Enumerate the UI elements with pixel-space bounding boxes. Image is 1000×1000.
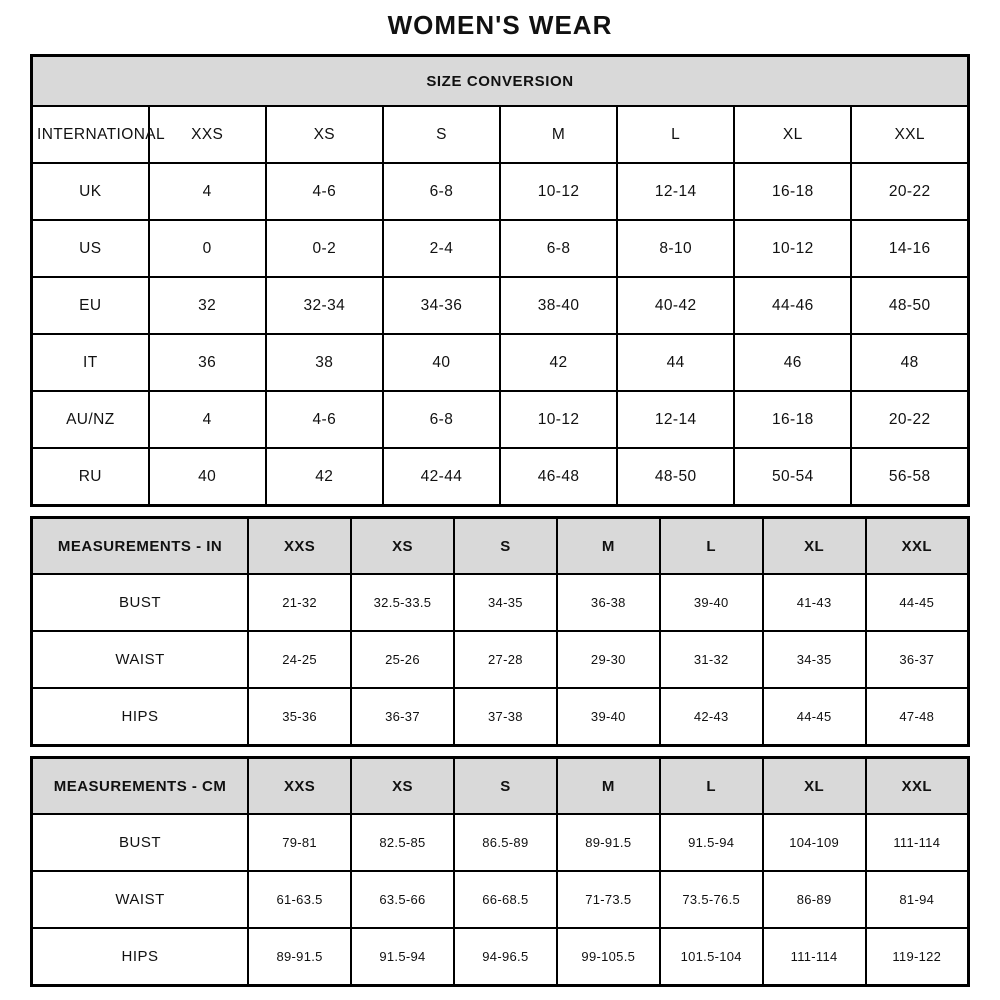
row-label-cell: EU	[32, 277, 149, 334]
column-header-cell: XXS	[149, 106, 266, 163]
value-cell: 50-54	[734, 448, 851, 506]
size-header-cell: M	[557, 758, 660, 815]
value-cell: 91.5-94	[660, 814, 763, 871]
value-cell: 36	[149, 334, 266, 391]
value-cell: 34-35	[763, 631, 866, 688]
value-cell: 73.5-76.5	[660, 871, 763, 928]
value-cell: 40-42	[617, 277, 734, 334]
size-header-cell: XXS	[248, 518, 351, 575]
column-header-cell: L	[617, 106, 734, 163]
value-cell: 16-18	[734, 163, 851, 220]
size_conversion-banner: SIZE CONVERSION	[32, 56, 969, 107]
size-header-cell: XS	[351, 758, 454, 815]
table-row	[32, 277, 969, 334]
measurements-cm-table	[30, 756, 970, 987]
row-label-cell: AU/NZ	[32, 391, 149, 448]
value-cell: 44	[617, 334, 734, 391]
row-label-cell: RU	[32, 448, 149, 506]
table-banner-row	[32, 56, 969, 107]
measurements_in-header: MEASUREMENTS - IN	[32, 518, 249, 575]
value-cell: 81-94	[866, 871, 969, 928]
value-cell: 32.5-33.5	[351, 574, 454, 631]
size-conversion-table	[30, 54, 970, 507]
value-cell: 39-40	[660, 574, 763, 631]
size-header-cell: L	[660, 758, 763, 815]
value-cell: 14-16	[851, 220, 968, 277]
value-cell: 42-44	[383, 448, 500, 506]
column-header-cell: M	[500, 106, 617, 163]
value-cell: 94-96.5	[454, 928, 557, 986]
size-header-cell: S	[454, 758, 557, 815]
value-cell: 20-22	[851, 163, 968, 220]
value-cell: 63.5-66	[351, 871, 454, 928]
table-row	[32, 814, 969, 871]
table-row	[32, 448, 969, 506]
value-cell: 29-30	[557, 631, 660, 688]
size-header-cell: M	[557, 518, 660, 575]
table-row	[32, 574, 969, 631]
table-row	[32, 391, 969, 448]
value-cell: 2-4	[383, 220, 500, 277]
size-header-cell: XL	[763, 758, 866, 815]
value-cell: 48	[851, 334, 968, 391]
row-label-cell: IT	[32, 334, 149, 391]
value-cell: 10-12	[500, 163, 617, 220]
value-cell: 36-38	[557, 574, 660, 631]
table-row	[32, 220, 969, 277]
value-cell: 10-12	[500, 391, 617, 448]
value-cell: 48-50	[617, 448, 734, 506]
value-cell: 0	[149, 220, 266, 277]
value-cell: 32-34	[266, 277, 383, 334]
row-label-cell: HIPS	[32, 688, 249, 746]
value-cell: 44-45	[763, 688, 866, 746]
value-cell: 71-73.5	[557, 871, 660, 928]
value-cell: 44-45	[866, 574, 969, 631]
value-cell: 39-40	[557, 688, 660, 746]
table-row	[32, 928, 969, 986]
value-cell: 34-36	[383, 277, 500, 334]
value-cell: 8-10	[617, 220, 734, 277]
value-cell: 6-8	[500, 220, 617, 277]
row-label-cell: US	[32, 220, 149, 277]
value-cell: 111-114	[866, 814, 969, 871]
value-cell: 38	[266, 334, 383, 391]
size-header-cell: XS	[351, 518, 454, 575]
value-cell: 35-36	[248, 688, 351, 746]
value-cell: 91.5-94	[351, 928, 454, 986]
row-label-cell: WAIST	[32, 871, 249, 928]
value-cell: 27-28	[454, 631, 557, 688]
value-cell: 24-25	[248, 631, 351, 688]
table-row	[32, 334, 969, 391]
value-cell: 6-8	[383, 163, 500, 220]
size-header-cell: S	[454, 518, 557, 575]
column-header-cell: S	[383, 106, 500, 163]
value-cell: 42	[266, 448, 383, 506]
value-cell: 111-114	[763, 928, 866, 986]
value-cell: 89-91.5	[557, 814, 660, 871]
value-cell: 12-14	[617, 163, 734, 220]
value-cell: 36-37	[351, 688, 454, 746]
value-cell: 4	[149, 391, 266, 448]
value-cell: 25-26	[351, 631, 454, 688]
value-cell: 12-14	[617, 391, 734, 448]
size-header-cell: L	[660, 518, 763, 575]
value-cell: 99-105.5	[557, 928, 660, 986]
column-header-cell: INTERNATIONAL	[32, 106, 149, 163]
value-cell: 34-35	[454, 574, 557, 631]
measurements_cm-header: MEASUREMENTS - CM	[32, 758, 249, 815]
value-cell: 31-32	[660, 631, 763, 688]
value-cell: 10-12	[734, 220, 851, 277]
value-cell: 0-2	[266, 220, 383, 277]
row-label-cell: UK	[32, 163, 149, 220]
row-label-cell: BUST	[32, 574, 249, 631]
value-cell: 21-32	[248, 574, 351, 631]
value-cell: 44-46	[734, 277, 851, 334]
value-cell: 66-68.5	[454, 871, 557, 928]
value-cell: 42-43	[660, 688, 763, 746]
size-header-cell: XXS	[248, 758, 351, 815]
size-header-row	[32, 518, 969, 575]
value-cell: 16-18	[734, 391, 851, 448]
size-header-cell: XL	[763, 518, 866, 575]
value-cell: 41-43	[763, 574, 866, 631]
value-cell: 40	[383, 334, 500, 391]
column-header-row	[32, 106, 969, 163]
value-cell: 86-89	[763, 871, 866, 928]
table-row	[32, 631, 969, 688]
value-cell: 86.5-89	[454, 814, 557, 871]
value-cell: 104-109	[763, 814, 866, 871]
value-cell: 79-81	[248, 814, 351, 871]
value-cell: 36-37	[866, 631, 969, 688]
value-cell: 46-48	[500, 448, 617, 506]
size-header-cell: XXL	[866, 758, 969, 815]
value-cell: 4-6	[266, 391, 383, 448]
value-cell: 37-38	[454, 688, 557, 746]
value-cell: 38-40	[500, 277, 617, 334]
row-label-cell: BUST	[32, 814, 249, 871]
value-cell: 4	[149, 163, 266, 220]
size-header-row	[32, 758, 969, 815]
row-label-cell: WAIST	[32, 631, 249, 688]
value-cell: 82.5-85	[351, 814, 454, 871]
value-cell: 89-91.5	[248, 928, 351, 986]
table-row	[32, 871, 969, 928]
value-cell: 46	[734, 334, 851, 391]
size-header-cell: XXL	[866, 518, 969, 575]
value-cell: 40	[149, 448, 266, 506]
value-cell: 48-50	[851, 277, 968, 334]
value-cell: 56-58	[851, 448, 968, 506]
value-cell: 6-8	[383, 391, 500, 448]
column-header-cell: XXL	[851, 106, 968, 163]
value-cell: 101.5-104	[660, 928, 763, 986]
value-cell: 42	[500, 334, 617, 391]
row-label-cell: HIPS	[32, 928, 249, 986]
column-header-cell: XS	[266, 106, 383, 163]
value-cell: 119-122	[866, 928, 969, 986]
value-cell: 47-48	[866, 688, 969, 746]
value-cell: 4-6	[266, 163, 383, 220]
value-cell: 61-63.5	[248, 871, 351, 928]
value-cell: 20-22	[851, 391, 968, 448]
page-title: WOMEN'S WEAR	[387, 10, 613, 40]
table-row	[32, 688, 969, 746]
measurements-in-table	[30, 516, 970, 747]
value-cell: 32	[149, 277, 266, 334]
table-row	[32, 163, 969, 220]
column-header-cell: XL	[734, 106, 851, 163]
